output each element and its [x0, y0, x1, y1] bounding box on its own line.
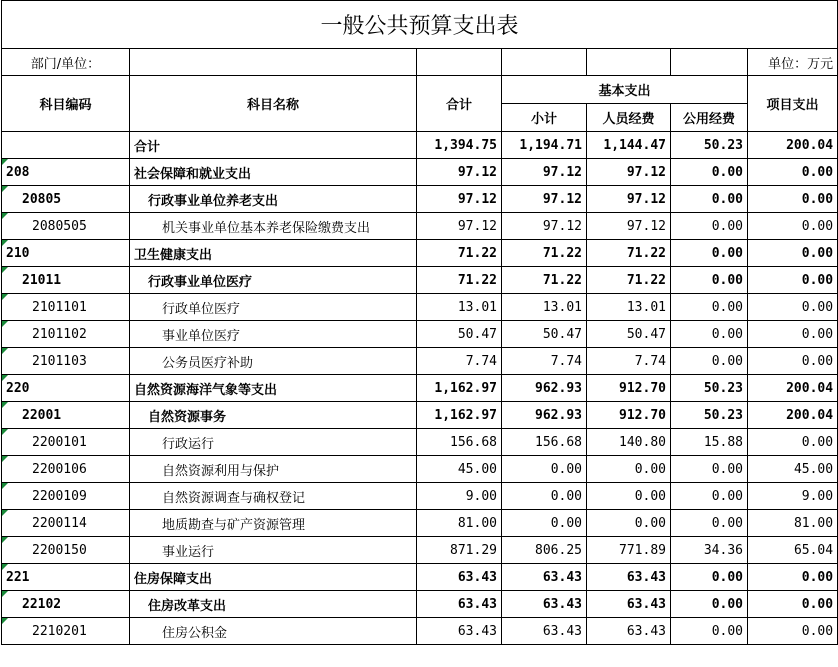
cell-personnel[interactable]: 13.01 — [587, 294, 671, 321]
table-row — [2, 618, 838, 645]
cell-public[interactable]: 50.23 — [671, 375, 748, 402]
cell-subtotal[interactable]: 7.74 — [502, 348, 587, 375]
cell-total[interactable]: 871.29 — [417, 537, 502, 564]
cell-public[interactable]: 34.36 — [671, 537, 748, 564]
cell-name[interactable]: 卫生健康支出 — [130, 240, 417, 267]
cell-personnel[interactable]: 0.00 — [587, 456, 671, 483]
cell-project[interactable]: 0.00 — [748, 240, 838, 267]
cell-public[interactable]: 0.00 — [671, 456, 748, 483]
cell-subtotal[interactable]: 806.25 — [502, 537, 587, 564]
header-personnel: 人员经费 — [587, 104, 671, 132]
cell-total[interactable]: 63.43 — [417, 591, 502, 618]
header-subtotal: 小计 — [502, 104, 587, 132]
table-row — [2, 294, 838, 321]
table-row — [2, 240, 838, 267]
cell-name[interactable]: 住房改革支出 — [130, 591, 417, 618]
cell-public[interactable]: 0.00 — [671, 348, 748, 375]
cell-project[interactable]: 0.00 — [748, 294, 838, 321]
cell-code[interactable]: 2080505 — [2, 213, 130, 240]
cell-name[interactable]: 自然资源海洋气象等支出 — [130, 375, 417, 402]
cell-project[interactable]: 0.00 — [748, 618, 838, 645]
table-row — [2, 537, 838, 564]
cell-total[interactable]: 45.00 — [417, 456, 502, 483]
cell-project[interactable]: 65.04 — [748, 537, 838, 564]
header-project: 项目支出 — [748, 76, 838, 132]
cell-subtotal[interactable]: 97.12 — [502, 159, 587, 186]
cell-personnel[interactable]: 771.89 — [587, 537, 671, 564]
header-total: 合计 — [417, 76, 502, 132]
cell-code[interactable]: 22001 — [2, 402, 130, 429]
cell-subtotal[interactable]: 0.00 — [502, 456, 587, 483]
table-row — [2, 132, 838, 159]
cell-project[interactable]: 0.00 — [748, 321, 838, 348]
cell-personnel[interactable]: 71.22 — [587, 240, 671, 267]
empty-cell[interactable] — [417, 49, 502, 76]
cell-subtotal[interactable]: 0.00 — [502, 510, 587, 537]
cell-code[interactable]: 2200101 — [2, 429, 130, 456]
cell-public[interactable]: 0.00 — [671, 564, 748, 591]
cell-code[interactable]: 2101102 — [2, 321, 130, 348]
cell-public[interactable]: 0.00 — [671, 294, 748, 321]
cell-project[interactable]: 200.04 — [748, 375, 838, 402]
cell-total[interactable]: 1,394.75 — [417, 132, 502, 159]
cell-code[interactable]: 208 — [2, 159, 130, 186]
cell-total[interactable]: 63.43 — [417, 564, 502, 591]
cell-code[interactable]: 21011 — [2, 267, 130, 294]
cell-personnel[interactable]: 912.70 — [587, 402, 671, 429]
header-basic: 基本支出 — [502, 76, 748, 104]
header-public: 公用经费 — [671, 104, 748, 132]
cell-personnel[interactable]: 0.00 — [587, 483, 671, 510]
table-row — [2, 456, 838, 483]
table-row — [2, 375, 838, 402]
empty-cell[interactable] — [671, 49, 748, 76]
cell-subtotal[interactable]: 71.22 — [502, 267, 587, 294]
cell-total[interactable]: 97.12 — [417, 213, 502, 240]
cell-total[interactable]: 97.12 — [417, 159, 502, 186]
table-row — [2, 483, 838, 510]
cell-personnel[interactable]: 1,144.47 — [587, 132, 671, 159]
cell-total[interactable]: 71.22 — [417, 267, 502, 294]
cell-public[interactable]: 0.00 — [671, 159, 748, 186]
cell-subtotal[interactable]: 63.43 — [502, 618, 587, 645]
cell-project[interactable]: 45.00 — [748, 456, 838, 483]
cell-name[interactable]: 合计 — [130, 132, 417, 159]
cell-code[interactable]: 220 — [2, 375, 130, 402]
cell-project[interactable]: 0.00 — [748, 267, 838, 294]
cell-subtotal[interactable]: 1,194.71 — [502, 132, 587, 159]
cell-total[interactable]: 50.47 — [417, 321, 502, 348]
cell-code[interactable]: 2200109 — [2, 483, 130, 510]
table-row — [2, 321, 838, 348]
unit-label: 单位：万元 — [748, 49, 838, 76]
cell-total[interactable]: 63.43 — [417, 618, 502, 645]
table-row — [2, 564, 838, 591]
cell-subtotal[interactable]: 0.00 — [502, 483, 587, 510]
cell-subtotal[interactable]: 50.47 — [502, 321, 587, 348]
cell-name[interactable]: 行政运行 — [130, 429, 417, 456]
cell-personnel[interactable]: 97.12 — [587, 186, 671, 213]
cell-public[interactable]: 0.00 — [671, 483, 748, 510]
cell-total[interactable]: 13.01 — [417, 294, 502, 321]
cell-project[interactable]: 9.00 — [748, 483, 838, 510]
cell-total[interactable]: 1,162.97 — [417, 402, 502, 429]
cell-total[interactable]: 97.12 — [417, 186, 502, 213]
cell-name[interactable]: 公务员医疗补助 — [130, 348, 417, 375]
cell-code[interactable]: 22102 — [2, 591, 130, 618]
cell-name[interactable]: 行政单位医疗 — [130, 294, 417, 321]
cell-name[interactable]: 自然资源事务 — [130, 402, 417, 429]
cell-subtotal[interactable]: 63.43 — [502, 564, 587, 591]
cell-name[interactable]: 住房公积金 — [130, 618, 417, 645]
cell-public[interactable]: 0.00 — [671, 186, 748, 213]
empty-cell[interactable] — [502, 49, 587, 76]
cell-name[interactable]: 社会保障和就业支出 — [130, 159, 417, 186]
cell-subtotal[interactable]: 97.12 — [502, 186, 587, 213]
cell-name[interactable]: 事业运行 — [130, 537, 417, 564]
cell-code[interactable]: 221 — [2, 564, 130, 591]
table-row — [2, 429, 838, 456]
header-code: 科目编码 — [2, 76, 130, 132]
cell-public[interactable]: 0.00 — [671, 267, 748, 294]
cell-subtotal[interactable]: 13.01 — [502, 294, 587, 321]
cell-public[interactable]: 0.00 — [671, 618, 748, 645]
table-row — [2, 402, 838, 429]
cell-subtotal[interactable]: 156.68 — [502, 429, 587, 456]
cell-subtotal[interactable]: 962.93 — [502, 402, 587, 429]
cell-personnel[interactable]: 0.00 — [587, 510, 671, 537]
cell-personnel[interactable]: 63.43 — [587, 618, 671, 645]
cell-total[interactable]: 9.00 — [417, 483, 502, 510]
cell-total[interactable]: 71.22 — [417, 240, 502, 267]
cell-public[interactable]: 0.00 — [671, 321, 748, 348]
cell-name[interactable]: 事业单位医疗 — [130, 321, 417, 348]
cell-personnel[interactable]: 912.70 — [587, 375, 671, 402]
cell-personnel[interactable]: 97.12 — [587, 159, 671, 186]
cell-name[interactable]: 自然资源调查与确权登记 — [130, 483, 417, 510]
cell-public[interactable]: 0.00 — [671, 510, 748, 537]
cell-personnel[interactable]: 140.80 — [587, 429, 671, 456]
page-title: 一般公共预算支出表 — [2, 1, 838, 49]
table-row — [2, 186, 838, 213]
cell-code[interactable]: 20805 — [2, 186, 130, 213]
cell-public[interactable]: 0.00 — [671, 591, 748, 618]
table-row — [2, 159, 838, 186]
cell-name[interactable]: 地质勘查与矿产资源管理 — [130, 510, 417, 537]
cell-personnel[interactable]: 63.43 — [587, 591, 671, 618]
cell-name[interactable]: 行政事业单位养老支出 — [130, 186, 417, 213]
cell-subtotal[interactable]: 962.93 — [502, 375, 587, 402]
cell-code[interactable]: 210 — [2, 240, 130, 267]
cell-code[interactable]: 2200106 — [2, 456, 130, 483]
cell-subtotal[interactable]: 97.12 — [502, 213, 587, 240]
budget-table — [1, 0, 838, 645]
cell-name[interactable]: 自然资源利用与保护 — [130, 456, 417, 483]
cell-code[interactable]: 2200114 — [2, 510, 130, 537]
empty-cell[interactable] — [587, 49, 671, 76]
dept-label: 部门/单位： — [2, 49, 130, 76]
cell-public[interactable]: 0.00 — [671, 240, 748, 267]
cell-public[interactable]: 50.23 — [671, 402, 748, 429]
cell-project[interactable]: 0.00 — [748, 429, 838, 456]
cell-total[interactable]: 81.00 — [417, 510, 502, 537]
cell-name[interactable]: 住房保障支出 — [130, 564, 417, 591]
cell-total[interactable]: 156.68 — [417, 429, 502, 456]
cell-personnel[interactable]: 71.22 — [587, 267, 671, 294]
cell-name[interactable]: 行政事业单位医疗 — [130, 267, 417, 294]
dept-value-cell[interactable] — [130, 49, 417, 76]
cell-project[interactable]: 81.00 — [748, 510, 838, 537]
cell-code[interactable]: 2101101 — [2, 294, 130, 321]
cell-public[interactable]: 50.23 — [671, 132, 748, 159]
cell-project[interactable]: 200.04 — [748, 132, 838, 159]
cell-personnel[interactable]: 50.47 — [587, 321, 671, 348]
cell-code[interactable]: 2101103 — [2, 348, 130, 375]
table-row — [2, 348, 838, 375]
cell-code[interactable]: 2210201 — [2, 618, 130, 645]
cell-total[interactable]: 1,162.97 — [417, 375, 502, 402]
cell-project[interactable]: 0.00 — [748, 564, 838, 591]
cell-project[interactable]: 0.00 — [748, 213, 838, 240]
cell-project[interactable]: 0.00 — [748, 186, 838, 213]
header-name: 科目名称 — [130, 76, 417, 132]
cell-public[interactable]: 15.88 — [671, 429, 748, 456]
cell-personnel[interactable]: 97.12 — [587, 213, 671, 240]
cell-code[interactable]: 2200150 — [2, 537, 130, 564]
cell-public[interactable]: 0.00 — [671, 213, 748, 240]
cell-personnel[interactable]: 63.43 — [587, 564, 671, 591]
table-row — [2, 213, 838, 240]
cell-name[interactable]: 机关事业单位基本养老保险缴费支出 — [130, 213, 417, 240]
cell-project[interactable]: 0.00 — [748, 591, 838, 618]
table-row — [2, 267, 838, 294]
table-row — [2, 591, 838, 618]
cell-personnel[interactable]: 7.74 — [587, 348, 671, 375]
table-row — [2, 510, 838, 537]
cell-total[interactable]: 7.74 — [417, 348, 502, 375]
cell-project[interactable]: 0.00 — [748, 159, 838, 186]
cell-subtotal[interactable]: 71.22 — [502, 240, 587, 267]
cell-project[interactable]: 0.00 — [748, 348, 838, 375]
cell-subtotal[interactable]: 63.43 — [502, 591, 587, 618]
cell-code[interactable] — [2, 132, 130, 159]
cell-project[interactable]: 200.04 — [748, 402, 838, 429]
